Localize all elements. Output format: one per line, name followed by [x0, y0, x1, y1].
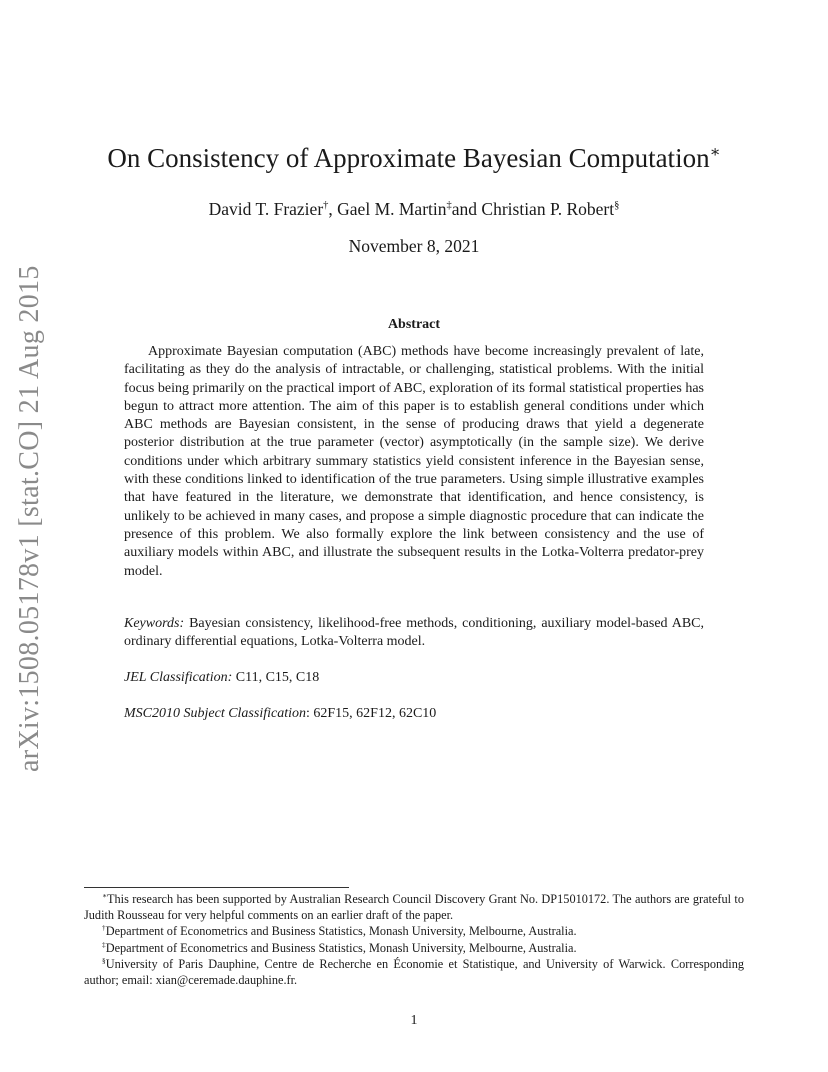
jel-label: JEL Classification:: [124, 670, 233, 685]
author-line: [84, 196, 744, 222]
msc-label: MSC2010 Subject Classification: [124, 706, 306, 721]
footnote-item: [84, 940, 744, 956]
author-3-mark: §: [614, 200, 620, 212]
footnote-mark: §: [102, 955, 106, 965]
keywords: [124, 615, 704, 652]
footnote-item: [84, 923, 744, 939]
title-footnote-mark: ∗: [709, 143, 721, 161]
author-2-mark: ‡: [446, 200, 452, 212]
keywords-text: Bayesian consistency, likelihood-free methods, conditioning, auxiliary model-based ABC, ordinary differential equations, Lotka-Volterra model.: [124, 616, 704, 650]
footnote-item: [84, 891, 744, 923]
paper-date: November 8, 2021: [348, 236, 480, 256]
abstract-text: Approximate Bayesian computation (ABC) methods have become increasingly prevalent of late, facilitating as they do the analysis of intractable, or challenging, statistical problems. With the initial focus being primarily on the practical import of ABC, exploration of its formal statistical properties has begun to attract more attention. The aim of this paper is to establish general conditions under which ABC methods are Bayesian consistent, in the sense of producing draws that yield a degenerate posterior distribution at the true parameter (vector) asymptotically (in the sample size). We derive conditions under which arbitrary summary statistics yield consistent inference in the Bayesian sense, with these conditions linked to identification of the true parameters. Using simple illustrative examples that have featured in the literature, we demonstrate that identification, and hence consistency, is unlikely to be achieved in many cases, and propose a simple diagnostic procedure that can indicate the presence of this problem. We also formally explore the link between consistency and the use of auxiliary models within ABC, and illustrate the subsequent results in the Lotka-Volterra predator-prey model.: [124, 344, 704, 579]
footnote-text: This research has been supported by Australian Research Council Discovery Grant No. DP15010172. The authors are grateful to Judith Rousseau for very helpful comments on an earlier draft of the paper.: [84, 892, 744, 923]
paper-title: [84, 140, 744, 176]
jel-classification: [124, 669, 704, 687]
msc-text: : 62F15, 62F12, 62C10: [306, 706, 437, 721]
arxiv-stamp: arXiv:1508.05178v1 [stat.CO] 21 Aug 2015: [14, 265, 45, 772]
footnote-item: [84, 956, 744, 988]
page-number: 1: [410, 1013, 418, 1028]
jel-text: C11, C15, C18: [232, 670, 320, 685]
footnote-rule: [84, 887, 349, 888]
author-1: David T. Frazier: [208, 199, 324, 219]
footnote-text: University of Paris Dauphine, Centre de Recherche en Économie et Statistique, and University of Warwick. Corresponding author; email: xian@ceremade.dauphine.fr.: [84, 956, 744, 988]
footnote-mark: ‡: [102, 939, 106, 949]
footnote-mark: †: [102, 923, 106, 933]
footnotes: [84, 891, 744, 988]
footnote-mark: ∗: [102, 890, 108, 900]
author-1-mark: †: [323, 200, 329, 212]
keywords-label: Keywords:: [124, 616, 185, 631]
footnote-text: Department of Econometrics and Business Statistics, Monash University, Melbourne, Australia.: [105, 940, 577, 955]
footnote-text: Department of Econometrics and Business Statistics, Monash University, Melbourne, Australia.: [105, 924, 577, 939]
author-3: and Christian P. Robert: [451, 199, 615, 219]
abstract-heading: Abstract: [387, 317, 441, 332]
title-text: On Consistency of Approximate Bayesian Computation: [107, 143, 710, 173]
author-2: , Gael M. Martin: [328, 199, 447, 219]
msc-classification: [124, 705, 704, 723]
